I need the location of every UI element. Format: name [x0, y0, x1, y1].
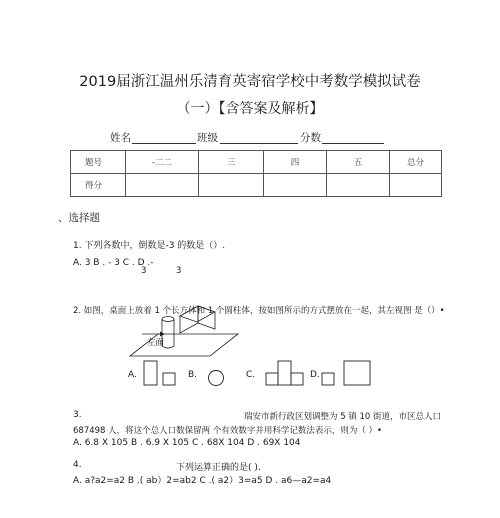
question-1-options: A. 3 B . - 3 C . D .-: [73, 258, 154, 268]
document-subtitle: （一）【含答案及解析】: [176, 101, 324, 117]
question-4-options: A. a?a2=a2 B .( ab）2=ab2 C .( a2）3=a5 D . a6—a2=a4: [73, 476, 332, 486]
table-cell: 总分: [390, 151, 442, 174]
option-b-label: B.: [188, 370, 198, 380]
question-1-text: 1. 下列各数中，倒数是-3 的数是（）.: [73, 241, 226, 251]
question-4-number: 4.: [73, 460, 82, 470]
table-cell: 得分: [71, 174, 126, 197]
question-1-denominator: 3: [176, 266, 182, 276]
name-label: 姓名: [110, 132, 131, 144]
class-label: 班级: [197, 132, 218, 144]
table-cell: 四: [264, 151, 327, 174]
option-a-label: A.: [128, 370, 137, 380]
document-title: 2019届浙江温州乐清育英寄宿学校中考数学模拟试卷: [79, 74, 421, 90]
section-heading: 、选择题: [58, 212, 100, 224]
table-cell: -二二: [126, 151, 199, 174]
score-label: 分数: [300, 132, 321, 144]
table-cell: 五: [327, 151, 390, 174]
question-3-text-line2: 687498 人，将这个总人口数保留两 个有效数字并用科学记数法表示，则为（ ）•: [73, 426, 383, 436]
figure-label-left-side: 左面: [147, 338, 165, 348]
question-2-text: 2. 如图，桌面上放着 1 个长方体和 1 个圆柱体，按如图所示的方式摆放在一起，其左视图 是（）•: [73, 306, 445, 316]
question-4-text: 下列运算正确的是( ).: [176, 463, 261, 473]
question-3-text: 瑞安市新行政区划调整为 5 镇 10 街道，市区总人口: [244, 412, 442, 422]
question-3-number: 3.: [73, 410, 82, 420]
table-cell: 题号: [71, 151, 126, 174]
option-c-label: C.: [246, 370, 256, 380]
question-1-denominator: 3: [141, 266, 147, 276]
question-3-options: A. 6.8 X 105 B . 6.9 X 105 C . 68X 104 D . 69X 104: [73, 438, 301, 448]
option-d-label: D.: [310, 370, 320, 380]
table-cell: 三: [199, 151, 264, 174]
